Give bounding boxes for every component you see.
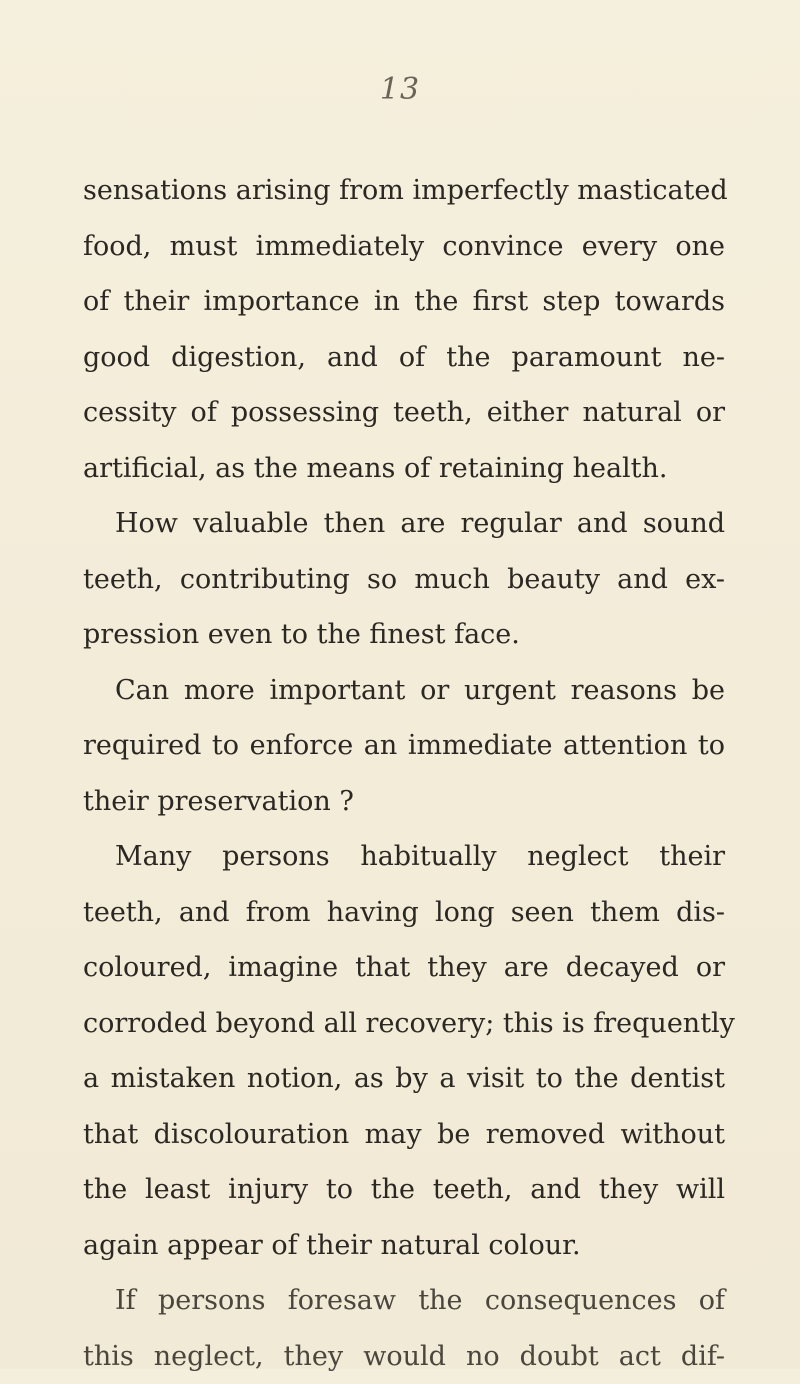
- page-number: 13: [0, 72, 800, 107]
- text-line: coloured, imagine that they are decayed or: [83, 940, 725, 996]
- text-line: required to enforce an immediate attention to: [83, 718, 725, 774]
- text-line: cessity of possessing teeth, either natural or: [83, 385, 725, 441]
- text-line: How valuable then are regular and sound: [83, 496, 725, 552]
- text-line: of their importance in the first step towards: [83, 274, 725, 330]
- text-line: food, must immediately convince every one: [83, 219, 725, 275]
- text-line: good digestion, and of the paramount ne-: [83, 330, 725, 386]
- text-line: artificial, as the means of retaining health.: [83, 441, 725, 497]
- body-text: [83, 163, 725, 1384]
- text-line: Many persons habitually neglect their: [83, 829, 725, 885]
- text-line: a mistaken notion, as by a visit to the dentist: [83, 1051, 725, 1107]
- text-line: their preservation ?: [83, 774, 725, 830]
- text-line: If persons foresaw the consequences of: [83, 1273, 725, 1329]
- text-line: that discolouration may be removed without: [83, 1107, 725, 1163]
- text-line: again appear of their natural colour.: [83, 1218, 725, 1274]
- text-line: corroded beyond all recovery; this is frequently: [83, 996, 725, 1052]
- text-line: sensations arising from imperfectly masticated: [83, 163, 725, 219]
- text-line: pression even to the finest face.: [83, 607, 725, 663]
- text-line: Can more important or urgent reasons be: [83, 663, 725, 719]
- text-line: this neglect, they would no doubt act dif-: [83, 1329, 725, 1384]
- text-line: teeth, contributing so much beauty and ex-: [83, 552, 725, 608]
- text-line: the least injury to the teeth, and they will: [83, 1162, 725, 1218]
- text-line: teeth, and from having long seen them dis-: [83, 885, 725, 941]
